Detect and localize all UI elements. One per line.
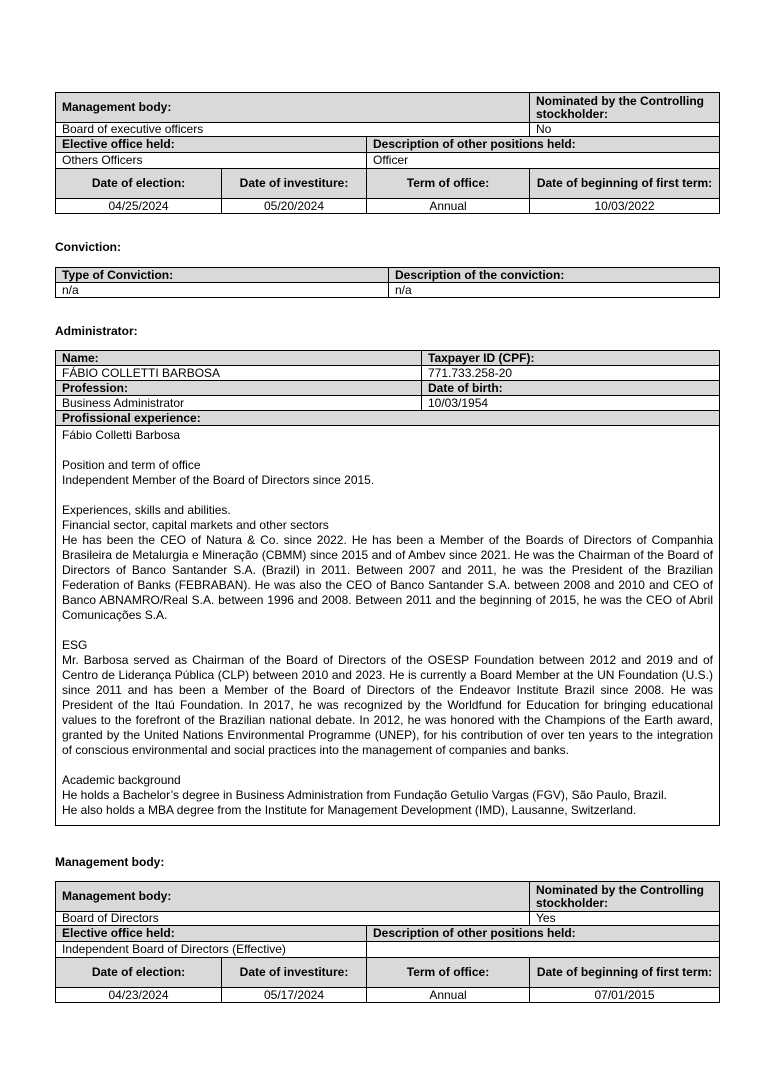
description-label: Description of other positions held: bbox=[367, 137, 720, 153]
date-election-label: Date of election: bbox=[56, 169, 222, 199]
conviction-table bbox=[55, 267, 720, 298]
date-investiture-label: Date of investiture: bbox=[222, 169, 367, 199]
management-body-value: Board of Directors bbox=[56, 912, 530, 926]
nominated-label: Nominated by the Controlling stockholder: bbox=[530, 882, 720, 912]
date-election-value: 04/23/2024 bbox=[56, 988, 222, 1003]
dob-label: Date of birth: bbox=[422, 381, 720, 396]
administrator-table bbox=[55, 350, 720, 826]
name-label: Name: bbox=[56, 351, 422, 366]
date-investiture-value: 05/20/2024 bbox=[222, 199, 367, 214]
skills-text: He has been the CEO of Natura & Co. since 2022. He has been a Member of the Boards of Directors of Companhia Brasileira de Metalurgia e Mineração (CBMM) since 2015 and of Ambev since 2021. He was the Chairman of the Board of Directors of Banco Santander S.A. (Brazil) in 2011. Between 2007 and 2011, he was the President of the Brazilian Federation of Banks (FEBRABAN). He was also the CEO of Banco Santander S.A. between 2008 and 2010 and CEO of Banco ABNAMRO/Real S.A. between 1996 and 2008. Between 2011 and the beginning of 2015, he was the CEO of Abril Comunicações S.A. bbox=[62, 533, 713, 622]
experience-label: Profissional experience: bbox=[56, 411, 720, 426]
management-body-table-1 bbox=[55, 92, 720, 214]
term-label: Term of office: bbox=[367, 958, 530, 988]
conviction-type-label: Type of Conviction: bbox=[56, 268, 389, 283]
elective-value: Others Officers bbox=[56, 153, 367, 169]
conviction-description-value: n/a bbox=[389, 283, 720, 298]
nominated-value: No bbox=[530, 123, 720, 137]
management-body-value: Board of executive officers bbox=[56, 123, 530, 137]
term-label: Term of office: bbox=[367, 169, 530, 199]
description-label: Description of other positions held: bbox=[367, 926, 720, 942]
date-election-label: Date of election: bbox=[56, 958, 222, 988]
first-term-value: 10/03/2022 bbox=[530, 199, 720, 214]
nominated-value: Yes bbox=[530, 912, 720, 926]
experience-name-line: Fábio Colletti Barbosa bbox=[62, 428, 181, 442]
management-body-label: Management body: bbox=[56, 882, 530, 912]
first-term-label: Date of beginning of first term: bbox=[530, 958, 720, 988]
academic-line-1: He holds a Bachelor’s degree in Business Administration from Fundação Getulio Vargas (FGV), São Paulo, Brazil. bbox=[62, 788, 667, 802]
skills-title: Experiences, skills and abilities. bbox=[62, 503, 231, 517]
date-investiture-value: 05/17/2024 bbox=[222, 988, 367, 1003]
academic-title: Academic background bbox=[62, 773, 181, 787]
management-body-title: Management body: bbox=[55, 855, 165, 869]
elective-value: Independent Board of Directors (Effective) bbox=[56, 942, 367, 958]
conviction-title: Conviction: bbox=[55, 240, 121, 254]
first-term-value: 07/01/2015 bbox=[530, 988, 720, 1003]
position-title: Position and term of office bbox=[62, 458, 201, 472]
administrator-title: Administrator: bbox=[55, 324, 138, 338]
first-term-label: Date of beginning of first term: bbox=[530, 169, 720, 199]
elective-label: Elective office held: bbox=[56, 926, 367, 942]
date-investiture-label: Date of investiture: bbox=[222, 958, 367, 988]
date-election-value: 04/25/2024 bbox=[56, 199, 222, 214]
name-value: FÁBIO COLLETTI BARBOSA bbox=[56, 366, 422, 381]
elective-label: Elective office held: bbox=[56, 137, 367, 153]
cpf-value: 771.733.258-20 bbox=[422, 366, 720, 381]
cpf-label: Taxpayer ID (CPF): bbox=[422, 351, 720, 366]
management-body-table-2 bbox=[55, 881, 720, 1003]
term-value: Annual bbox=[367, 199, 530, 214]
position-text: Independent Member of the Board of Directors since 2015. bbox=[62, 473, 375, 487]
dob-value: 10/03/1954 bbox=[422, 396, 720, 411]
description-value: Officer bbox=[367, 153, 720, 169]
experience-text bbox=[56, 426, 720, 826]
description-value bbox=[367, 942, 720, 958]
conviction-description-label: Description of the conviction: bbox=[389, 268, 720, 283]
profession-label: Profession: bbox=[56, 381, 422, 396]
esg-text: Mr. Barbosa served as Chairman of the Board of Directors of the OSESP Foundation between 2012 and 2019 and of Centro de Liderança Pública (CLP) between 2010 and 2023. He is currently a Board Member at the UN Foundation (U.S.) since 2011 and has been a Member of the Board of Directors of the Endeavor Institute Brazil since 2008. He was President of the Itaú Foundation. In 2017, he was recognized by the Worldfund for Education for bringing educational values to the forefront of the Brazilian national debate. In 2012, he was honored with the Champions of the Earth award, granted by the United Nations Environmental Programme (UNEP), for his contribution of over ten years to the integration of conscious environmental and social practices into the management of companies and banks. bbox=[62, 653, 713, 757]
nominated-label: Nominated by the Controlling stockholder: bbox=[530, 93, 720, 123]
conviction-type-value: n/a bbox=[56, 283, 389, 298]
profession-value: Business Administrator bbox=[56, 396, 422, 411]
skills-subtitle: Financial sector, capital markets and other sectors bbox=[62, 518, 329, 532]
esg-title: ESG bbox=[62, 638, 88, 652]
term-value: Annual bbox=[367, 988, 530, 1003]
management-body-label: Management body: bbox=[56, 93, 530, 123]
academic-line-2: He also holds a MBA degree from the Institute for Management Development (IMD), Lausanne, Switzerland. bbox=[62, 803, 637, 817]
